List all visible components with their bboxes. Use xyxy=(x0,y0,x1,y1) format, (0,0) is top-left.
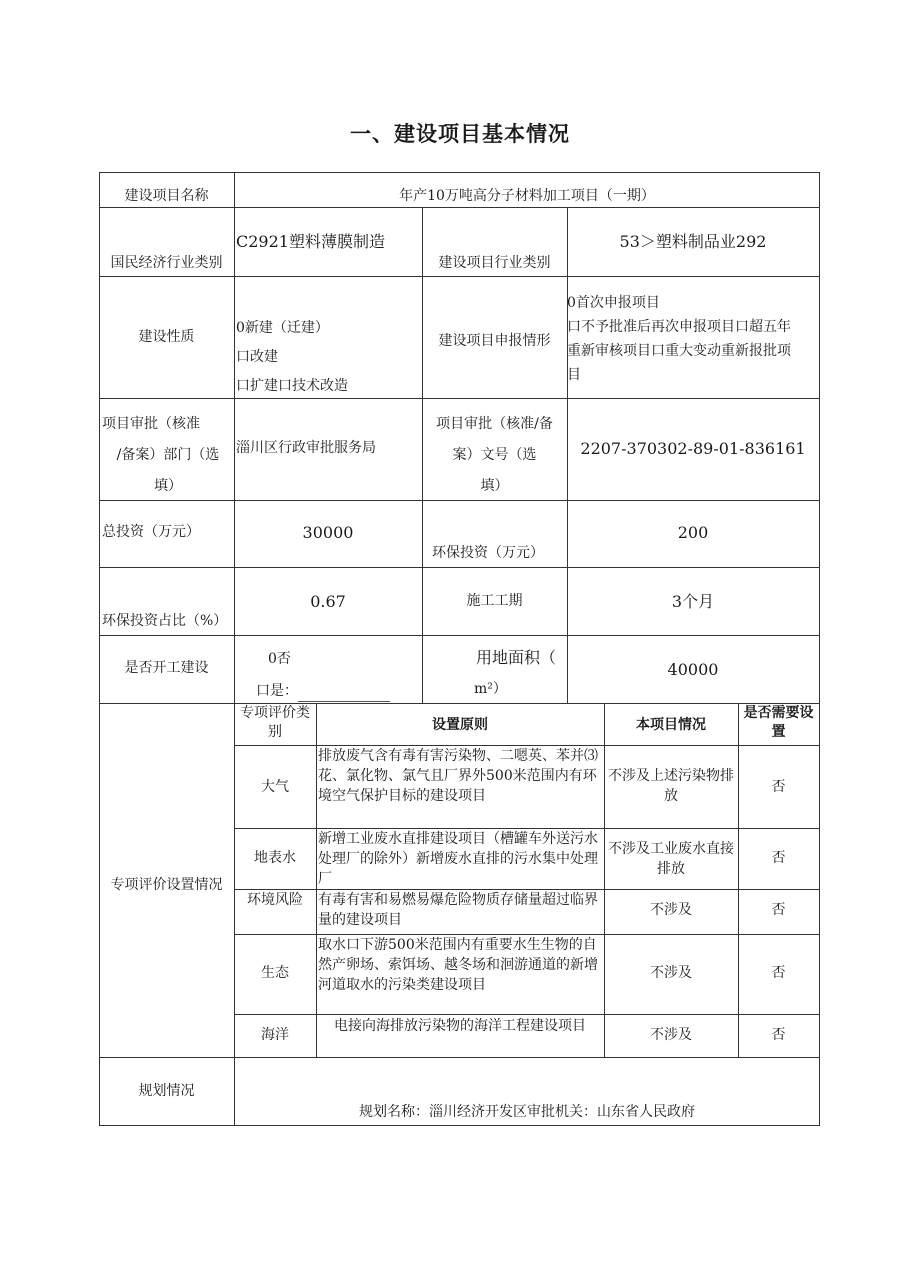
special-row-situation: 不涉及 xyxy=(650,1027,692,1043)
total-investment-label: 总投资（万元） xyxy=(102,524,200,540)
industry-label: 国民经济行业类别 xyxy=(110,255,223,271)
special-row-principle: 取水口下游500米范围内有重要水生生物的自然产卵场、索饵场、越冬场和洄游通道的新增河道取水的污染类建设项目 xyxy=(318,937,598,993)
project-name-value: 年产10万吨高分子材料加工项目（一期） xyxy=(399,188,655,204)
declare-line: 目 xyxy=(567,367,581,383)
approval-dept-value: 淄川区行政审批服务局 xyxy=(236,440,376,456)
special-row-situation: 不涉及 xyxy=(650,965,692,981)
started-yes-blank xyxy=(298,687,390,702)
special-row-need: 否 xyxy=(771,1027,786,1043)
special-row-principle: 有毒有害和易燃易爆危险物质存储量超过临界量的建设项目 xyxy=(318,892,598,928)
declare-label: 建设项目申报情形 xyxy=(438,333,551,349)
land-area-value: 40000 xyxy=(667,660,719,679)
approval-number-label: 项目审批（核准/备 案）文号（选 填） xyxy=(436,416,553,494)
land-area-label: 用地面积（ xyxy=(476,648,557,667)
env-investment-label: 环保投资（万元） xyxy=(432,545,544,561)
approval-dept-label: 项目审批（核准 /备案）部门（选 填） xyxy=(102,416,220,494)
special-row-principle: 新增工业废水直排建设项目（槽罐车外送污水处理厂的除外）新增废水直排的污水集中处理厂 xyxy=(318,831,598,887)
declare-situation xyxy=(567,291,819,387)
planning-label: 规划情况 xyxy=(138,1083,195,1099)
env-investment-value: 200 xyxy=(677,523,709,542)
special-row-need: 否 xyxy=(771,965,786,981)
project-name-label: 建设项目名称 xyxy=(124,188,209,204)
total-investment-value: 30000 xyxy=(302,523,354,542)
special-row-situation: 不涉及工业废水直接排放 xyxy=(608,841,734,877)
special-row-category: 大气 xyxy=(261,779,289,795)
special-row-principle: 排放废气含有毒有害污染物、二嗯英、苯并⑶花、氯化物、氯气且厂界外500米范围内有环境空气保护目标的建设项目 xyxy=(318,748,598,804)
construction-period-label: 施工工期 xyxy=(466,593,523,609)
land-area-unit: m²） xyxy=(474,681,507,697)
project-industry-label: 建设项目行业类别 xyxy=(438,255,551,271)
page-title: 一、建设项目基本情况 xyxy=(350,122,570,146)
nature-options xyxy=(236,314,422,401)
declare-line: 0首次申报项目 xyxy=(567,295,660,311)
special-row-category: 生态 xyxy=(261,965,289,981)
special-row-need: 否 xyxy=(771,779,786,795)
project-industry-value: 53＞塑料制品业292 xyxy=(619,232,767,251)
nature-option-expand: 口扩建口技术改造 xyxy=(236,378,348,394)
construction-period-value: 3个月 xyxy=(671,592,715,611)
special-row-need: 否 xyxy=(771,850,786,866)
nature-label: 建设性质 xyxy=(138,329,195,345)
special-row-principle: 电接向海排放污染物的海洋工程建设项目 xyxy=(334,1018,586,1034)
special-row-situation: 不涉及上述污染物排放 xyxy=(608,768,734,804)
special-row-category: 地表水 xyxy=(254,850,296,866)
special-row-situation: 不涉及 xyxy=(650,902,692,918)
special-eval-label: 专项评价设置情况 xyxy=(110,877,223,893)
industry-value: C2921塑料薄膜制造 xyxy=(236,232,385,251)
started-no: 0否 xyxy=(268,651,291,667)
declare-line: 口不予批准后再次申报项目口超五年 xyxy=(567,319,791,335)
nature-option-rebuild: 口改建 xyxy=(236,349,278,365)
special-header-need: 是否需要设置 xyxy=(743,705,814,740)
planning-value: 规划名称：淄川经济开发区审批机关：山东省人民政府 xyxy=(359,1104,695,1120)
started-label: 是否开工建设 xyxy=(124,660,209,676)
approval-number-value: 2207-370302-89-01-836161 xyxy=(580,439,806,458)
special-header-category: 专项评价类别 xyxy=(240,705,310,740)
special-row-category: 海洋 xyxy=(261,1027,289,1043)
nature-option-new: 0新建（迁建） xyxy=(236,320,329,336)
special-header-situation: 本项目情况 xyxy=(636,717,706,733)
special-row-need: 否 xyxy=(771,902,786,918)
started-yes: 口是： xyxy=(256,681,422,702)
special-row-category: 环境风险 xyxy=(247,892,303,908)
special-header-principle: 设置原则 xyxy=(432,717,488,733)
declare-line: 重新审核项目口重大变动重新报批项 xyxy=(567,343,791,359)
env-ratio-value: 0.67 xyxy=(310,592,346,611)
env-ratio-label: 环保投资占比（%） xyxy=(102,613,228,629)
